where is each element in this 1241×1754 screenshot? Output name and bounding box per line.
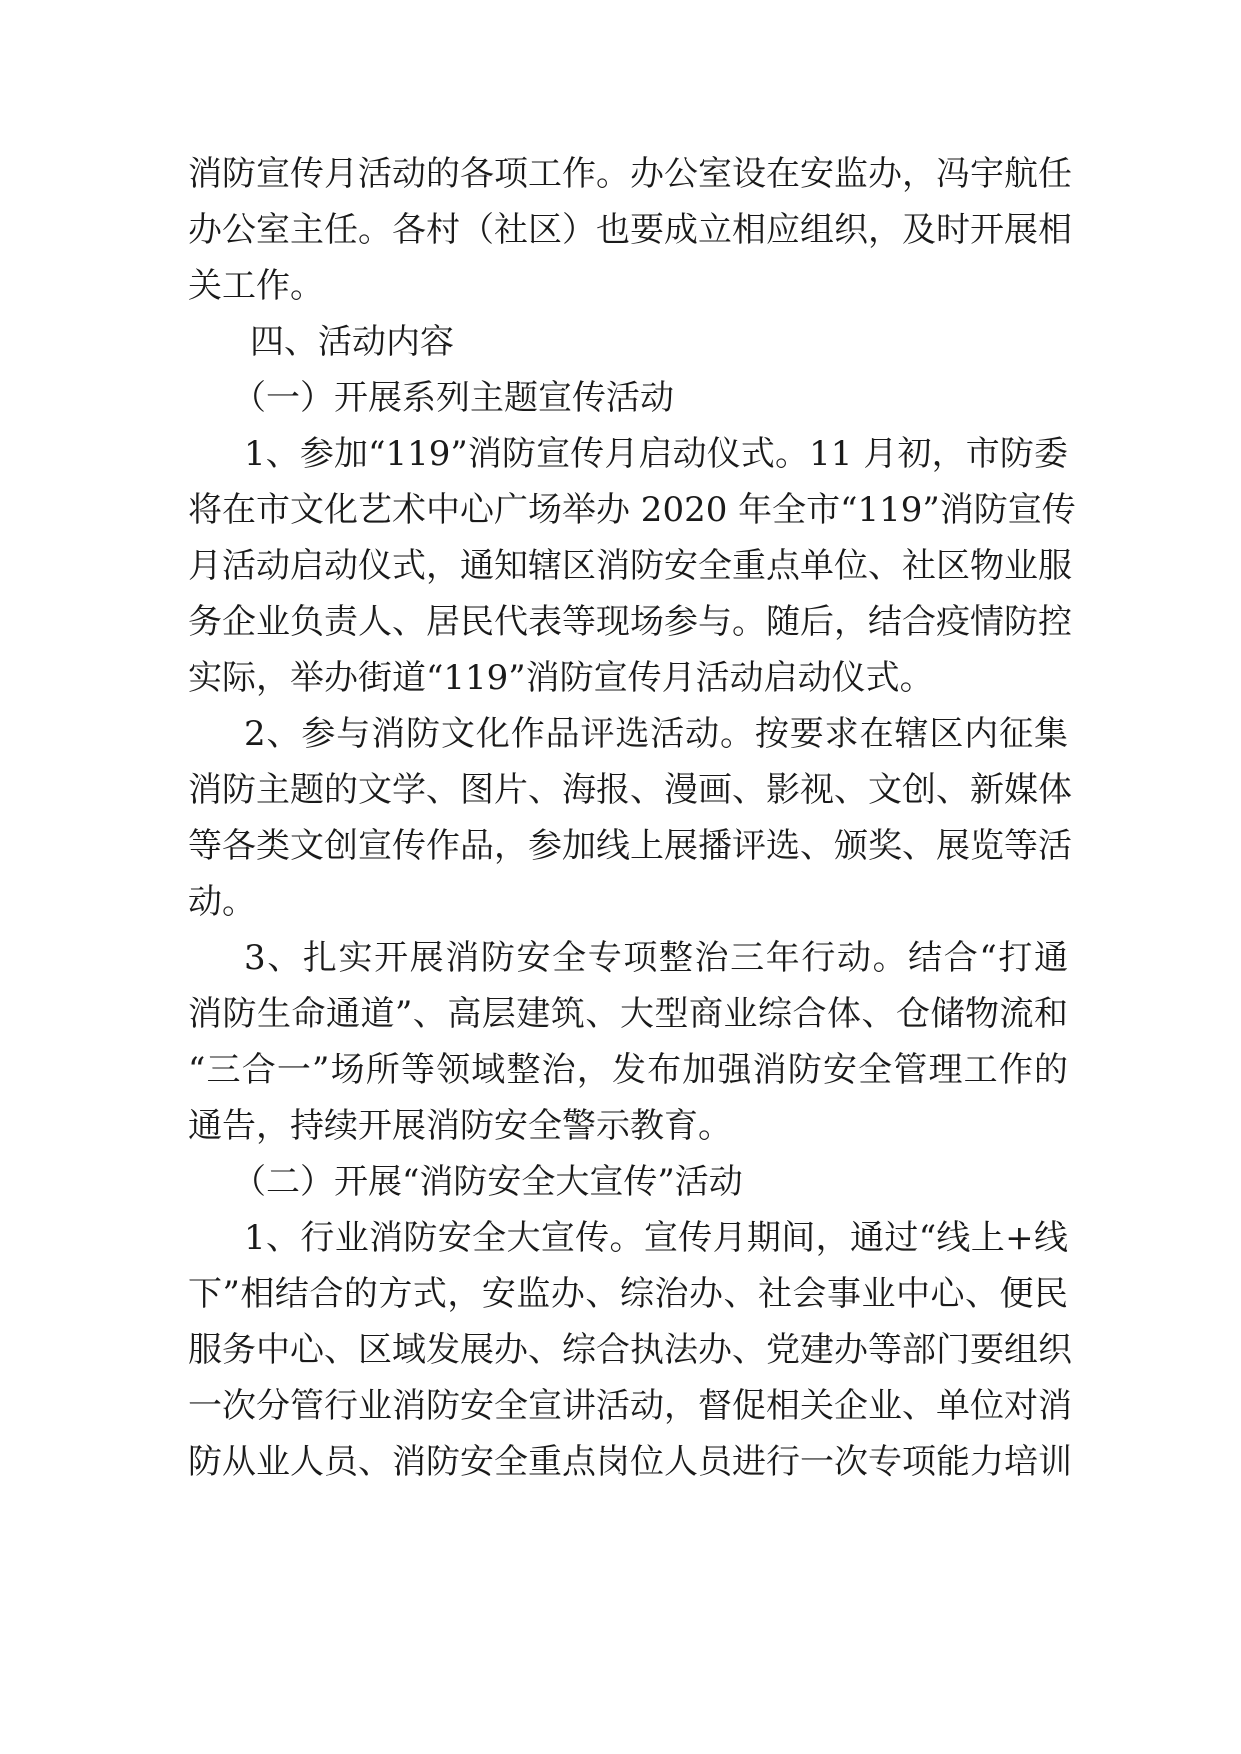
paragraph-line: 通告，持续开展消防安全警示教育。 [188,1106,732,1146]
paragraph-line: 务企业负责人、居民代表等现场参与。随后，结合疫情防控 [188,602,1072,642]
paragraph-line: 等各类文创宣传作品，参加线上展播评选、颁奖、展览等活 [188,826,1072,866]
paragraph-line: 实际，举办街道“119”消防宣传月活动启动仪式。 [188,658,934,698]
paragraph-line: 关工作。 [188,266,324,306]
paragraph-line: 消防宣传月活动的各项工作。办公室设在安监办，冯宇航任 [188,154,1072,194]
paragraph-line: 下”相结合的方式，安监办、综治办、社会事业中心、便民 [188,1274,1068,1314]
paragraph-line: 消防主题的文学、图片、海报、漫画、影视、文创、新媒体 [188,770,1072,810]
paragraph-line: 动。 [188,882,256,922]
subsection-heading: （二）开展“消防安全大宣传”活动 [232,1162,743,1202]
paragraph-line: 消防生命通道”、高层建筑、大型商业综合体、仓储物流和 [188,994,1068,1034]
section-heading: 四、活动内容 [250,322,454,362]
paragraph-line: 一次分管行业消防安全宣讲活动，督促相关企业、单位对消 [188,1386,1072,1426]
paragraph-line: 防从业人员、消防安全重点岗位人员进行一次专项能力培训 [188,1442,1072,1482]
paragraph-line: 将在市文化艺术中心广场举办 2020 年全市“119”消防宣传 [188,490,1076,530]
paragraph-line: 1、参加“119”消防宣传月启动仪式。11 月初，市防委 [244,434,1068,474]
paragraph-line: 1、行业消防安全大宣传。宣传月期间，通过“线上+线 [244,1218,1068,1258]
paragraph-line: 办公室主任。各村（社区）也要成立相应组织，及时开展相 [188,210,1072,250]
paragraph-line: “三合一”场所等领域整治，发布加强消防安全管理工作的 [188,1050,1068,1090]
subsection-heading: （一）开展系列主题宣传活动 [232,378,674,418]
paragraph-line: 2、参与消防文化作品评选活动。按要求在辖区内征集 [244,714,1068,754]
paragraph-line: 3、扎实开展消防安全专项整治三年行动。结合“打通 [244,938,1068,978]
paragraph-line: 服务中心、区域发展办、综合执法办、党建办等部门要组织 [188,1330,1072,1370]
paragraph-line: 月活动启动仪式，通知辖区消防安全重点单位、社区物业服 [188,546,1072,586]
